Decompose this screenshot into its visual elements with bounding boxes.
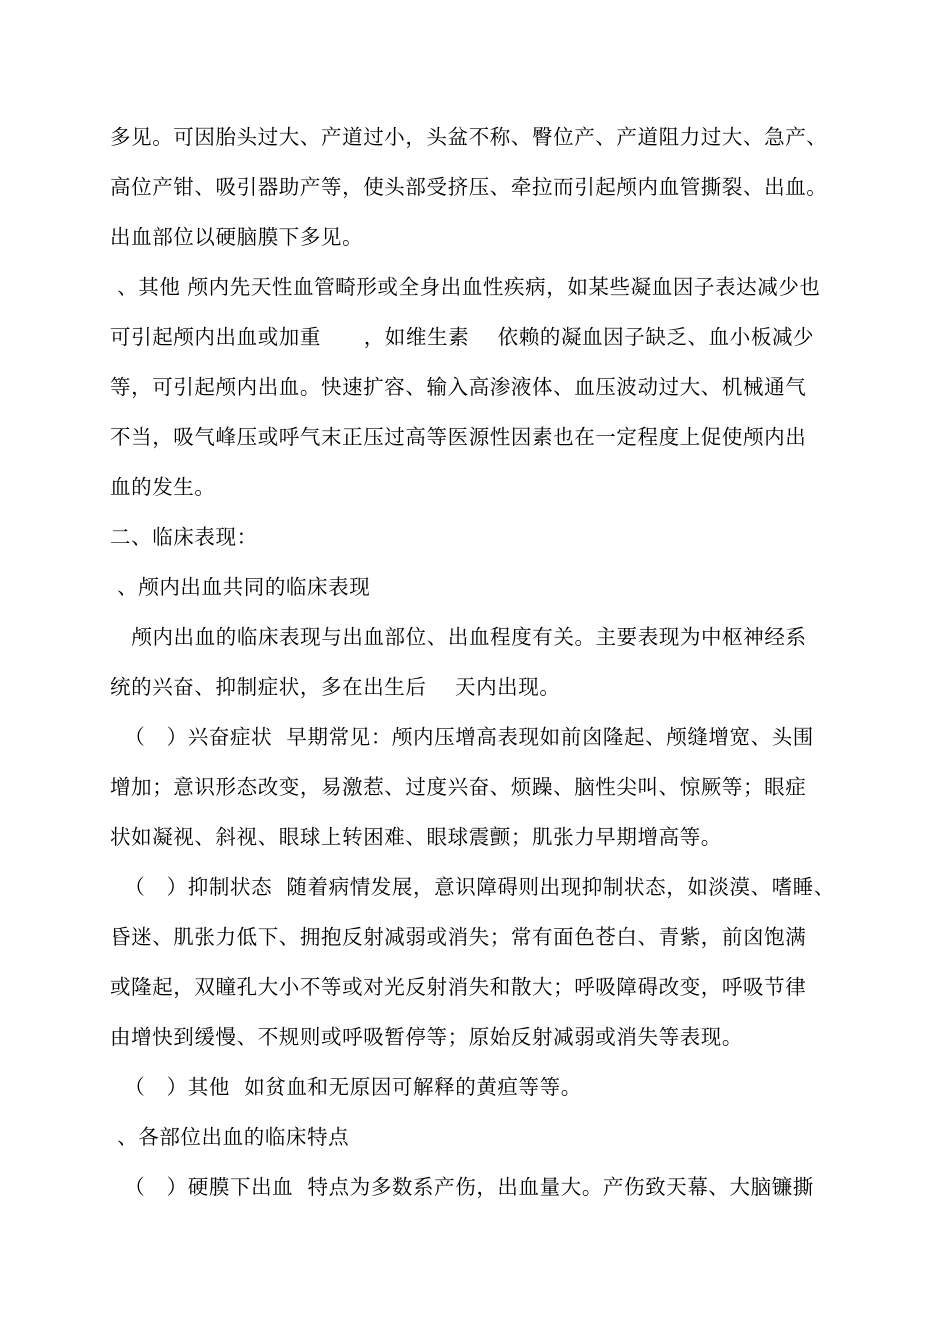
text-line: （ ）抑制状态 随着病情发展，意识障碍则出现抑制状态，如淡漠、嗜睡、 [110,875,836,899]
text-line: 不当，吸气峰压或呼气末正压过高等医源性因素也在一定程度上促使颅内出 [110,425,807,449]
text-line: 血的发生。 [110,475,216,499]
subsection-heading: 、各部位出血的临床特点 [110,1125,350,1149]
text-line: 或隆起，双瞳孔大小不等或对光反射消失和散大；呼吸障碍改变，呼吸节律 [110,975,807,999]
text-line: 昏迷、肌张力低下、拥抱反射减弱或消失；常有面色苍白、青紫，前囟饱满 [110,925,807,949]
text-line: 高位产钳、吸引器助产等，使头部受挤压、牵拉而引起颅内血管撕裂、出血。 [110,175,828,199]
section-heading: 二、临床表现： [110,525,258,549]
text-line: 由增快到缓慢、不规则或呼吸暂停等；原始反射减弱或消失等表现。 [110,1025,743,1049]
text-line: 增加；意识形态改变，易激惹、过度兴奋、烦躁、脑性尖叫、惊厥等；眼症 [110,775,807,799]
text-line: 出血部位以硬脑膜下多见。 [110,225,364,249]
text-line: 统的兴奋、抑制症状，多在出生后 天内出现。 [110,675,561,699]
text-line: （ ）兴奋症状 早期常见：颅内压增高表现如前囟隆起、颅缝增宽、头围 [110,725,814,749]
subsection-heading: 、颅内出血共同的临床表现 [110,575,371,599]
text-line: 颅内出血的临床表现与出血部位、出血程度有关。主要表现为中枢神经系 [110,625,807,649]
text-line: 、其他 颅内先天性血管畸形或全身出血性疾病，如某些凝血因子表达减少也 [110,275,821,299]
text-line: 可引起颅内出血或加重 ，如维生素 依赖的凝血因子缺乏、血小板减少 [110,325,815,349]
text-line: 等，可引起颅内出血。快速扩容、输入高渗液体、血压波动过大、机械通气 [110,375,807,399]
text-line: 多见。可因胎头过大、产道过小，头盆不称、臀位产、产道阻力过大、急产、 [110,125,828,149]
text-line: （ ）其他 如贫血和无原因可解释的黄疸等等。 [110,1075,582,1099]
text-line: （ ）硬膜下出血 特点为多数系产伤，出血量大。产伤致天幕、大脑镰撕 [110,1175,814,1199]
text-line: 状如凝视、斜视、眼球上转困难、眼球震颤；肌张力早期增高等。 [110,825,722,849]
